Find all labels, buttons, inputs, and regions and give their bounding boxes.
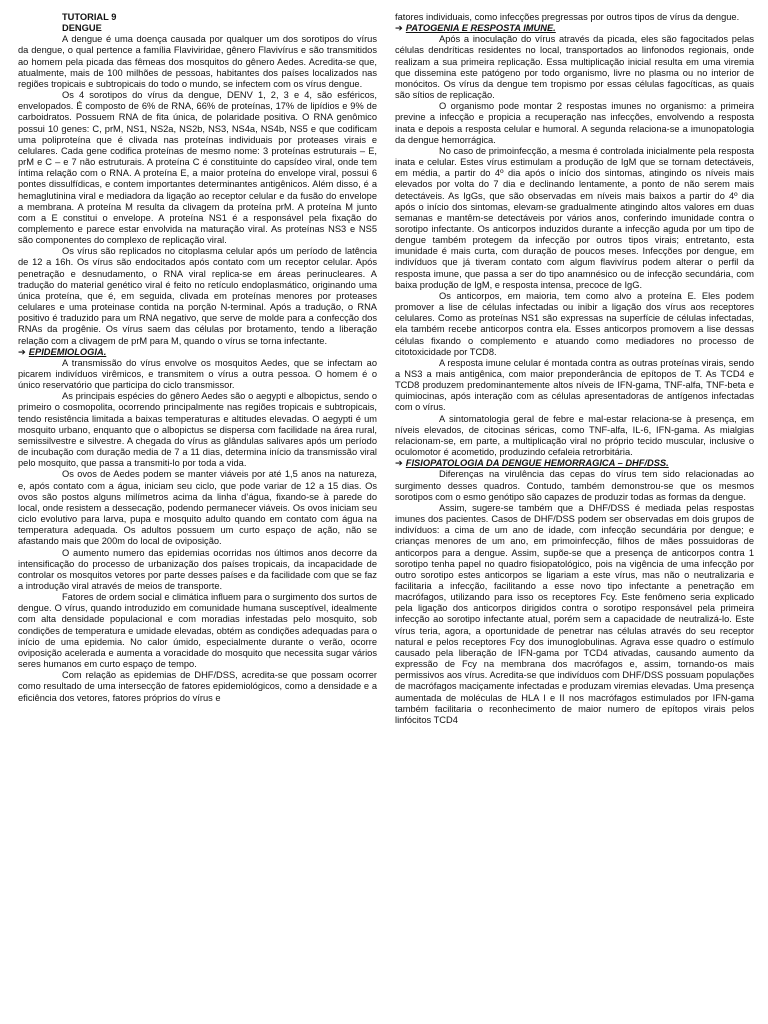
paragraph-cellular-response: A resposta imune celular é montada contra as outras proteínas virais, sendo a NS3 a mais antigênica, com maior preponderância de epítopos de T. As TCD4 e TCD8 produzem predominantemente altos níveis de IFN-gama, TNF-alfa, TNF-beta e quimiocinas, após interação com as células apresentadoras de antígenos infectadas com o vírus. [395,357,754,413]
paragraph-immune-responses: O organismo pode montar 2 respostas imunes no organismo: a primeira previne a infecção e propicia a recuperação nas infecções, envolvendo a resposta inata e depois a resposta celular e humoral. A segunda relaciona-se a imunopatologia da dengue hemorrágica. [395,101,754,145]
right-column [395,12,754,1024]
paragraph-intro: A dengue é uma doença causada por qualquer um dos sorotipos do vírus da dengue, o qual pertence a família Flaviviridae, gênero Flavivírus e são transmitidos ao homem pela picada das fêmeas dos mosquitos do gênero Aedes. Acredita-se que, atualmente, mais de 100 milhões de pessoas, habitantes dos países localizados nas regiões tropicais e subtropicais do todo o mundo, se infectem com os vírus dengue. [18,34,377,89]
paragraph-immune-mediation: Assim, sugere-se também que a DHF/DSS é mediada pelas respostas imunes dos pacientes. Casos de DHF/DSS podem ser observadas em dois grupos de indivíduos: a cima de um ano de idade, com infecção secundária por dengue; e crianças menores de um ano, em primoinfecção, filhos de mães possuidoras de anticorpos para a dengue. Assim, supõe-se que a presença de anticorpos contra 1 sorotipo tenha papel no quadro fisiopatológico, pois na vigência de uma infecção por outro sorotipo estes anticorpos se ligariam a este vírus, mas não o neutralizaria e facilitaria a infecção, facilitando a esse novo tipo infectante a penetração em macrófagos, utilizando para isso os receptores Fcy. Este fenômeno seria explicado pela ligação dos anticorpos dirigidos contra o sorotipo responsável pela primeira infecção ao sorotipo infectante atual, porém sem a capacidade de neutralizá-lo. Este vírus teria, agora, a oportunidade de penetrar nas células através do seu receptor natural e pelos receptores Fcy dos imunoglobulinas. Agrava esse quadro o estímulo causado pela liberação de IFN-gama por TCD4 ativadas, causando aumento da expressão de Fcy na membrana dos macrófagos e, assim, tornando-os mais permissivos aos vírus. Acredita-se que indivíduos com DHF/DSS possuam populações de macrófagos maciçamente infectadas e produzam viremias elevadas. Uma presença aumentada de moléculas de HLA I e II nos macrófagos estimulados por IFN-gama também facilitaria o reconhecimento de maior numero de epítopos virais pelos linfócitos TCD4 [395,502,754,725]
section-heading-physiopathology [395,458,754,469]
paragraph-virulence: Diferenças na virulência das cepas do vírus tem sido relacionadas ao surgimento desses quadros. Contudo, também demonstrou-se que os mesmos sorotipos com o esmo genótipo são capazes de produzir todas as formas da dengue. [395,469,754,502]
left-column [18,12,377,1024]
paragraph-social-factors: Fatores de ordem social e climática influem para o surgimento dos surtos de dengue. O vírus, quando introduzido em comunidade humana susceptível, idealmente com alta densidade populacional e com moradias infestadas pelo mosquito, sob condições de temperatura e umidade elevadas, obtém as condições adequadas para o início de uma epidemia. No calor úmido, especialmente durante o verão, ocorre oviposição acelerada e aumenta a voracidade do mosquito que necessita sugar vários seres humanos em curto espaço de tempo. [18,592,377,670]
paragraph-replication: Os vírus são replicados no citoplasma celular após um período de latência de 12 a 16h. Os vírus são endocitados após contato com um receptor celular. Após penetração e desnudamento, o RNA viral replica-se em áreas perinucleares. A tradução do material genético viral é feito no retículo endoplasmático, originando uma única proteína, que é, em seguida, clivada em proteínas menores por proteases celulares e uma proteinase contida na porção N-terminal. Após a tradução, o RNA positivo é traduzido para um RNA negativo, que serve de molde para a confecção dos RNAs da progênie. Os vírus saem das células por brotamento, tendo a liberação relação com a clivagem de prM para M, quando o vírus se torna infectante. [18,246,377,346]
arrow-right-icon: ➔ [395,23,403,34]
paragraph-eggs: Os ovos de Aedes podem se manter viáveis por até 1,5 anos na natureza, e, após contato com a água, iniciam seu ciclo, que pode variar de 12 a 15 dias. Os ovos são postos alguns milímetros acima da linha d’água, fixando-se à parede do local, onde resistem a dessecação, podendo permanecer viáveis. Os ovos iniciam seu ciclo evolutivo para larva, pupa e mosquito adulto quando em contato com água na temperatura adequada. Os adultos possuem um curto espaço de ação, não se afastando mais que 200m do local de oviposição. [18,469,377,547]
arrow-right-icon: ➔ [395,458,403,469]
section-heading-pathogenesis [395,23,754,34]
paragraph-continuation: fatores individuais, como infecções pregressas por outros tipos de vírus da dengue. [395,12,740,22]
section-heading-text: FISIOPATOLOGIA DA DENGUE HEMORRAGICA – DHF/DSS. [405,458,669,469]
document-title: DENGUE [62,23,102,34]
section-heading-text: PATOGENIA E RESPOSTA IMUNE. [405,23,556,34]
paragraph-epidemics-increase: O aumento numero das epidemias ocorridas nos últimos anos decorre da intensificação do processo de urbanização dos países tropicais, da incapacidade de controlar os mosquitos vetores por parte desses países e da facilidade com que se faz a introdução viral através de meios de transporte. [18,547,377,591]
paragraph-serotypes: Os 4 sorotipos do vírus da dengue, DENV 1, 2, 3 e 4, são esféricos, envelopados. É composto de 6% de RNA, 66% de proteínas, 17% de lipídios e 9% de carboidratos. Possuem RNA de fita única, de polaridade positiva. O RNA genômico possui 10 genes: C, prM, NS1, NS2a, NS2b, NS3, NS4a, NS4b, NS5 e que codificam uma poliproteína que é clivada nas proteínas individuais por proteases virais e celulares. Cada gene codifica proteínas de mesmo nome: 3 proteínas estruturais – E, prM e C – e 7 não estruturais. A proteína C é constituinte do capsídeo viral, onde tem íntima relação com o RNA. A proteína E, a maior proteína do envelope viral, possui 6 pontes dissulfídicas, e contem importantes determinantes antigênicos. Além disso, é a hemaglutinina viral e mediadora da ligação ao receptor celular e da fusão do envelope a membrana. A proteína M resulta da clivagem da proteína prM. A proteína M junto com a E constitui o envelope. A proteína NS1 é a responsável pela fixação do complemento e parece estar envolvida na maturação viral. As proteínas NS3 e NS5 são componentes do complexo de replicação viral. [18,90,377,246]
paragraph-antibodies: Os anticorpos, em maioria, tem como alvo a proteína E. Eles podem promover a lise de células infectadas ou inibir a ligação dos vírus aos receptores celulares. Como as proteínas NS1 são expressas na superfície de células infectadas, ela também recebe anticorpos contra ela. Esses anticorpos promovem a lise dessas células fixando o complemento e atuando como mediadores no processo de citotoxicidade por TCD8. [395,290,754,357]
paragraph-dhf-epidemics: Com relação as epidemias de DHF/DSS, acredita-se que possam ocorrer como resultado de uma intersecção de fatores epidemiológicos, como a densidade e a eficiência dos vetores, fatores próprios do vírus e [18,670,377,703]
tutorial-number: TUTORIAL 9 [62,12,117,22]
section-heading-text: EPIDEMIOLOGIA. [28,346,107,357]
paragraph-primary-infection: No caso de primoinfecção, a mesma é controlada inicialmente pela resposta inata e celular. Estes vírus estimulam a produção de IgM que se tornam detectáveis, em média, a partir do 4º dia após o início dos sintomas, atingindo os níveis mais elevados por volta do 7 dia e declinando lentamente, a ponto de não serem mais detectáveis. As IgGs, que são observadas em níveis mais baixos a partir do 4º dia após o início dos sintomas, elevam-se gradualmente atingindo altos valores em duas semanas e mantêm-se detectáveis por vários anos, conferindo imunidade contra o sorotipo infectante. Os anticorpos induzidos durante a infecção aguda por um tipo de dengue também protegem da infecção por outros tipos virais; entretanto, esta imunidade é mais curta, com duração de poucos meses. Infecções por dengue, em indivíduos que já tiveram contato com algum flavivírus podem alterar o perfil da resposta imune, que passa a ser do tipo anamnésico ou de infecção secundária, com baixa produção de IgM, e resposta intensa, precoce de IgG. [395,145,754,290]
section-heading-epidemiology [18,347,377,358]
paragraph-species: As principais espécies do gênero Aedes são o aegypti e albopictus, sendo o primeiro o cosmopolita, ocorrendo principalmente nas regiões tropicais e subtropicais, tendo resistência limitada a baixas temperaturas e altitudes elevadas. O aegypti é um mosquito urbano, enquanto que o albopictus se dispersa com facilidade na área rural, semissilvestre e silvestre. A chegada do vírus as glândulas salivares após um período de incubação com duração media de 7 a 11 dias, determina início da transmissão viral pelo mosquito, que passa a transmiti-lo por toda a vida. [18,391,377,469]
paragraph-symptoms: A sintomatologia geral de febre e mal-estar relaciona-se à presença, em níveis elevados, de citocinas séricas, como TNF-alfa, IL-6, IFN-gama. As mialgias relacionam-se, em parte, a multiplicação viral no próprio tecido muscular, inclusive o oculomotor é acometido, produzindo cefaleia retrorbitária. [395,413,754,458]
paragraph-inoculation: Após a inoculação do vírus através da picada, eles são fagocitados pelas células dendríticas residentes no local, transportados ao linfonodos regionais, onde realizam a sua primeira replicação. Essa multiplicação inicial resulta em uma viremia que dissemina este patógeno por todo organismo, livre no plasma ou no interior de monócitos. Os vírus da dengue tem tropismo por essas células fagocíticas, as quais são sítios de replicação. [395,34,754,101]
arrow-right-icon: ➔ [18,346,26,357]
paragraph-transmission: A transmissão do vírus envolve os mosquitos Aedes, que se infectam ao picarem indivíduos virêmicos, e transmitem o vírus a outra pessoa. O homem é o único reservatório que participa do ciclo transmissor. [18,357,377,391]
